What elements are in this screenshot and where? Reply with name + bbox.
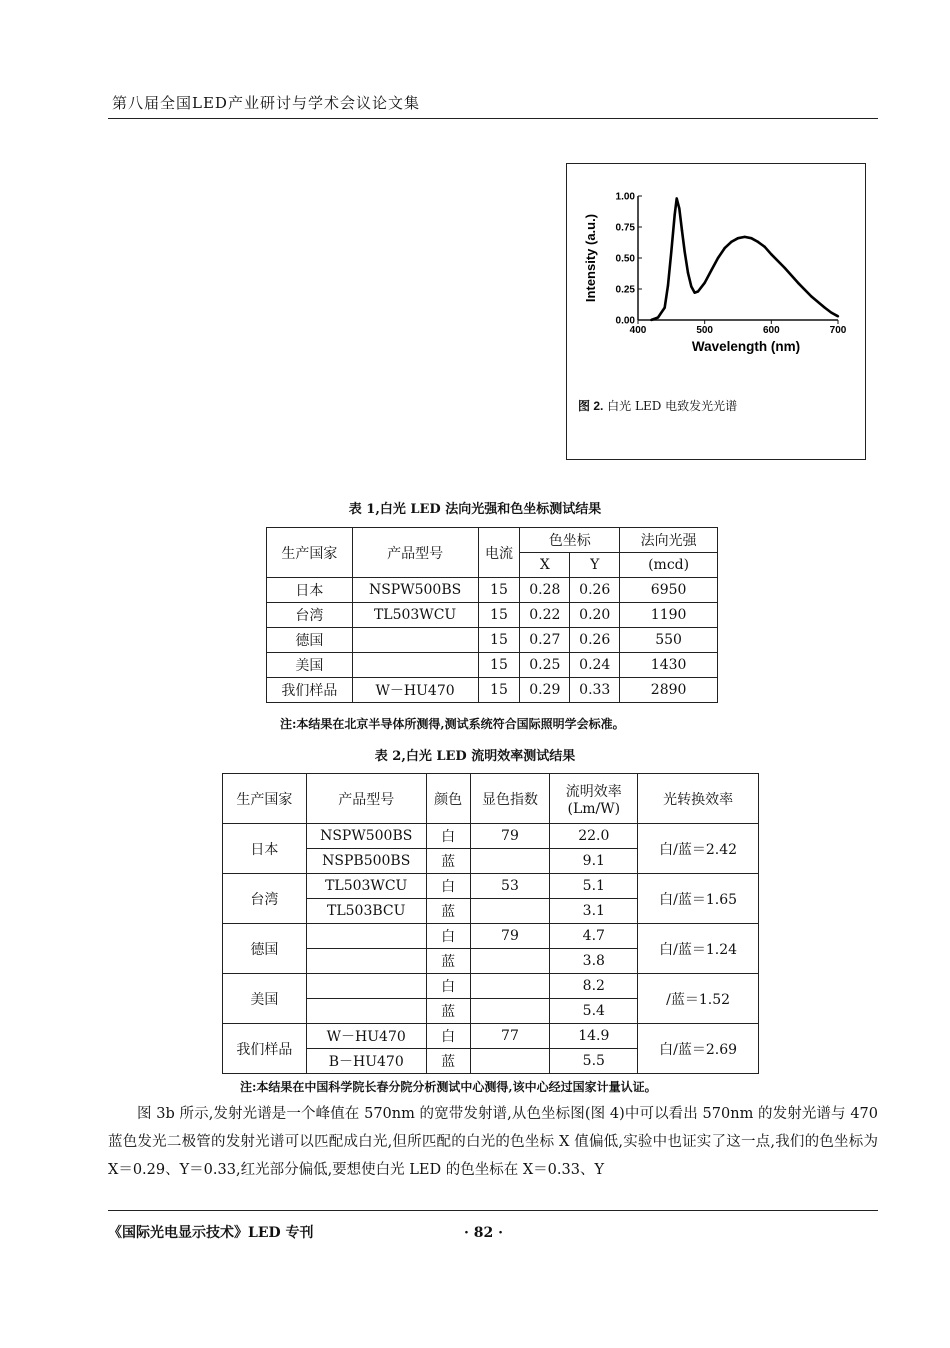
t1-cell-x: 0.29 xyxy=(520,678,570,703)
t1-cell-current: 15 xyxy=(478,628,520,653)
spectrum-data-point xyxy=(670,251,672,253)
t1-cell-x: 0.28 xyxy=(520,578,570,603)
t1-header-y: Y xyxy=(570,553,620,578)
t2-cell-model xyxy=(306,924,426,949)
t2-cell-country: 我们样品 xyxy=(223,1024,307,1074)
t2-cell-cri xyxy=(470,899,550,924)
t2-cell-model xyxy=(306,949,426,974)
spectrum-data-point xyxy=(823,306,825,308)
figure-2-caption-text: 白光 LED 电致发光光谱 xyxy=(607,399,738,413)
t1-cell-intensity: 1430 xyxy=(620,653,718,678)
t2-cell-color: 蓝 xyxy=(426,849,470,874)
t1-header-x: X xyxy=(520,553,570,578)
t2-cell-cri xyxy=(470,999,550,1024)
t2-cell-cri: 79 xyxy=(470,824,550,849)
t2-cell-color: 蓝 xyxy=(426,999,470,1024)
t1-cell-country: 台湾 xyxy=(267,603,353,628)
t2-cell-color: 蓝 xyxy=(426,1049,470,1074)
table-row xyxy=(223,874,759,899)
t2-cell-model: W－HU470 xyxy=(306,1024,426,1049)
spectrum-data-point xyxy=(723,247,725,249)
t1-header-current: 电流 xyxy=(478,528,520,578)
t1-cell-x: 0.27 xyxy=(520,628,570,653)
t2-cell-model xyxy=(306,974,426,999)
spectrum-data-point xyxy=(810,295,812,297)
t2-cell-cri xyxy=(470,974,550,999)
header-rule xyxy=(108,118,878,119)
table-2 xyxy=(222,773,759,1074)
spectrum-chart xyxy=(566,163,866,393)
t1-header-intensity-unit: (mcd) xyxy=(620,553,718,578)
spectrum-data-point xyxy=(830,311,832,313)
t2-cell-color: 白 xyxy=(426,874,470,899)
t1-cell-country: 德国 xyxy=(267,628,353,653)
page-number: · 82 · xyxy=(464,1225,503,1241)
t2-cell-efficacy: 22.0 xyxy=(550,824,638,849)
x-tick-label: 400 xyxy=(629,325,647,336)
t2-cell-color: 蓝 xyxy=(426,899,470,924)
spectrum-data-point xyxy=(657,316,659,318)
t2-header-efficacy-label: 流明效率 xyxy=(565,783,622,800)
spectrum-data-point xyxy=(783,267,785,269)
t2-cell-cri: 77 xyxy=(470,1024,550,1049)
spectrum-data-point xyxy=(703,282,705,284)
body-paragraph xyxy=(108,1100,878,1184)
t1-cell-country: 日本 xyxy=(267,578,353,603)
table-2-title: 表 2,白光 LED 流明效率测试结果 xyxy=(374,749,576,764)
t2-cell-color: 白 xyxy=(426,824,470,849)
x-tick-label: 500 xyxy=(696,325,714,336)
spectrum-data-point xyxy=(697,290,699,292)
table-row xyxy=(223,924,759,949)
t1-cell-y: 0.33 xyxy=(570,678,620,703)
t1-header-model: 产品型号 xyxy=(352,528,478,578)
t2-cell-cri xyxy=(470,1049,550,1074)
spectrum-data-point xyxy=(837,315,839,317)
t2-header-country: 生产国家 xyxy=(223,774,307,824)
t2-header-conversion: 光转换效率 xyxy=(638,774,759,824)
t1-header-coord: 色坐标 xyxy=(520,528,620,553)
t2-cell-model: TL503BCU xyxy=(306,899,426,924)
t1-cell-country: 美国 xyxy=(267,653,353,678)
t2-cell-conversion: 白/蓝＝2.69 xyxy=(638,1024,759,1074)
t2-cell-efficacy: 5.5 xyxy=(550,1049,638,1074)
t2-cell-efficacy: 3.1 xyxy=(550,899,638,924)
t1-cell-intensity: 550 xyxy=(620,628,718,653)
t1-header-intensity: 法向光强 xyxy=(620,528,718,553)
t2-cell-color: 白 xyxy=(426,974,470,999)
spectrum-data-point xyxy=(683,251,685,253)
t2-cell-color: 白 xyxy=(426,924,470,949)
t2-header-efficacy-unit: (Lm/W) xyxy=(567,800,621,817)
t1-cell-x: 0.22 xyxy=(520,603,570,628)
t2-cell-country: 德国 xyxy=(223,924,307,974)
table-2-note: 注:本结果在中国科学院长春分院分析测试中心测得,该中心经过国家计量认证。 xyxy=(240,1080,657,1094)
table-row xyxy=(267,603,718,628)
t2-cell-efficacy: 14.9 xyxy=(550,1024,638,1049)
table-row xyxy=(267,653,718,678)
table-1-title: 表 1,白光 LED 法向光强和色坐标测试结果 xyxy=(348,502,602,517)
t1-header-country: 生产国家 xyxy=(267,528,353,578)
t2-cell-efficacy: 9.1 xyxy=(550,849,638,874)
running-header-title: 第八届全国LED产业研讨与学术会议论文集 xyxy=(112,94,420,112)
t2-cell-cri xyxy=(470,849,550,874)
t1-cell-y: 0.24 xyxy=(570,653,620,678)
spectrum-data-point xyxy=(687,272,689,274)
t1-cell-intensity: 1190 xyxy=(620,603,718,628)
y-tick-label: 1.00 xyxy=(615,191,635,203)
t2-cell-cri: 53 xyxy=(470,874,550,899)
t2-cell-efficacy: 5.1 xyxy=(550,874,638,899)
spectrum-data-point xyxy=(717,257,719,259)
spectrum-data-point xyxy=(743,236,745,238)
t2-cell-country: 日本 xyxy=(223,824,307,874)
t2-cell-cri xyxy=(470,949,550,974)
spectrum-data-point xyxy=(693,292,695,294)
t2-cell-conversion: 白/蓝＝1.24 xyxy=(638,924,759,974)
t2-cell-color: 蓝 xyxy=(426,949,470,974)
t1-cell-model: TL503WCU xyxy=(352,603,478,628)
t1-cell-model xyxy=(352,653,478,678)
t2-cell-model: NSPB500BS xyxy=(306,849,426,874)
t2-cell-model: TL503WCU xyxy=(306,874,426,899)
t2-cell-conversion: /蓝＝1.52 xyxy=(638,974,759,1024)
t1-cell-x: 0.25 xyxy=(520,653,570,678)
t1-cell-intensity: 2890 xyxy=(620,678,718,703)
table-row xyxy=(223,1024,759,1049)
spectrum-data-point xyxy=(675,197,677,199)
table-row xyxy=(267,628,718,653)
footer-journal: 《国际光电显示技术》LED 专刊 xyxy=(108,1225,314,1241)
spectrum-data-point xyxy=(650,319,652,321)
spectrum-data-point xyxy=(797,282,799,284)
figure-2-caption-label: 图 2. xyxy=(578,399,604,413)
t1-cell-model xyxy=(352,628,478,653)
table-row xyxy=(223,824,759,849)
t1-cell-y: 0.26 xyxy=(570,628,620,653)
spectrum-data-point xyxy=(750,237,752,239)
table-row xyxy=(267,578,718,603)
t2-cell-conversion: 白/蓝＝2.42 xyxy=(638,824,759,874)
t2-cell-country: 美国 xyxy=(223,974,307,1024)
t2-cell-model: NSPW500BS xyxy=(306,824,426,849)
y-tick-label: 0.25 xyxy=(615,284,635,296)
spectrum-data-point xyxy=(663,306,665,308)
body-paragraph-text: 图 3b 所示,发射光谱是一个峰值在 570nm 的宽带发射谱,从色坐标图(图 4)中可以看出 570nm 的发射光谱与 470 蓝色发光二极管的发射光谱可以匹配成白光,但所匹配的白光的色坐标 X 值偏低,实验中也证实了这一点,我们的色坐标为 X＝0.29、Y＝0.33,红光部分偏低,要想使白光 LED 的色坐标在 X＝0.33、Y xyxy=(108,1106,878,1178)
table-row xyxy=(267,678,718,703)
spectrum-data-point xyxy=(770,253,772,255)
spectrum-data-point xyxy=(673,213,675,215)
footer-rule xyxy=(108,1210,878,1211)
x-tick-label: 700 xyxy=(829,325,847,336)
t2-cell-model xyxy=(306,999,426,1024)
t1-cell-model: W－HU470 xyxy=(352,678,478,703)
x-axis-label: Wavelength (nm) xyxy=(691,339,801,354)
spectrum-data-point xyxy=(737,237,739,239)
spectrum-data-point xyxy=(690,285,692,287)
y-tick-label: 0.50 xyxy=(615,253,635,265)
t1-cell-current: 15 xyxy=(478,578,520,603)
t2-cell-efficacy: 3.8 xyxy=(550,949,638,974)
t2-cell-efficacy: 4.7 xyxy=(550,924,638,949)
t2-cell-efficacy: 8.2 xyxy=(550,974,638,999)
spectrum-data-point xyxy=(763,246,765,248)
figure-2-caption xyxy=(578,397,737,414)
t2-cell-cri: 79 xyxy=(470,924,550,949)
spectrum-data-point xyxy=(678,207,680,209)
t1-cell-current: 15 xyxy=(478,603,520,628)
t2-header-model: 产品型号 xyxy=(306,774,426,824)
spectrum-data-point xyxy=(730,241,732,243)
t2-header-color: 颜色 xyxy=(426,774,470,824)
spectrum-data-point xyxy=(681,230,683,232)
t2-cell-country: 台湾 xyxy=(223,874,307,924)
t2-cell-model: B－HU470 xyxy=(306,1049,426,1074)
t1-cell-y: 0.26 xyxy=(570,578,620,603)
table-1-note: 注:本结果在北京半导体所测得,测试系统符合国际照明学会标准。 xyxy=(280,717,625,731)
t1-cell-current: 15 xyxy=(478,678,520,703)
t1-cell-country: 我们样品 xyxy=(267,678,353,703)
t2-header-efficacy xyxy=(550,774,638,824)
y-tick-label: 0.00 xyxy=(615,315,635,327)
t2-cell-efficacy: 5.4 xyxy=(550,999,638,1024)
spectrum-data-point xyxy=(710,269,712,271)
t1-cell-intensity: 6950 xyxy=(620,578,718,603)
spectrum-data-point xyxy=(757,241,759,243)
table-1 xyxy=(266,527,718,703)
spectrum-data-point xyxy=(667,284,669,286)
table-row xyxy=(223,974,759,999)
t2-cell-color: 白 xyxy=(426,1024,470,1049)
t1-cell-model: NSPW500BS xyxy=(352,578,478,603)
y-axis-label: Intensity (a.u.) xyxy=(583,213,598,303)
t1-cell-current: 15 xyxy=(478,653,520,678)
t1-cell-y: 0.20 xyxy=(570,603,620,628)
x-tick-label: 600 xyxy=(762,325,780,336)
t2-header-cri: 显色指数 xyxy=(470,774,550,824)
spectrum-series-line xyxy=(651,199,838,321)
y-tick-label: 0.75 xyxy=(615,222,635,234)
t2-cell-conversion: 白/蓝＝1.65 xyxy=(638,874,759,924)
